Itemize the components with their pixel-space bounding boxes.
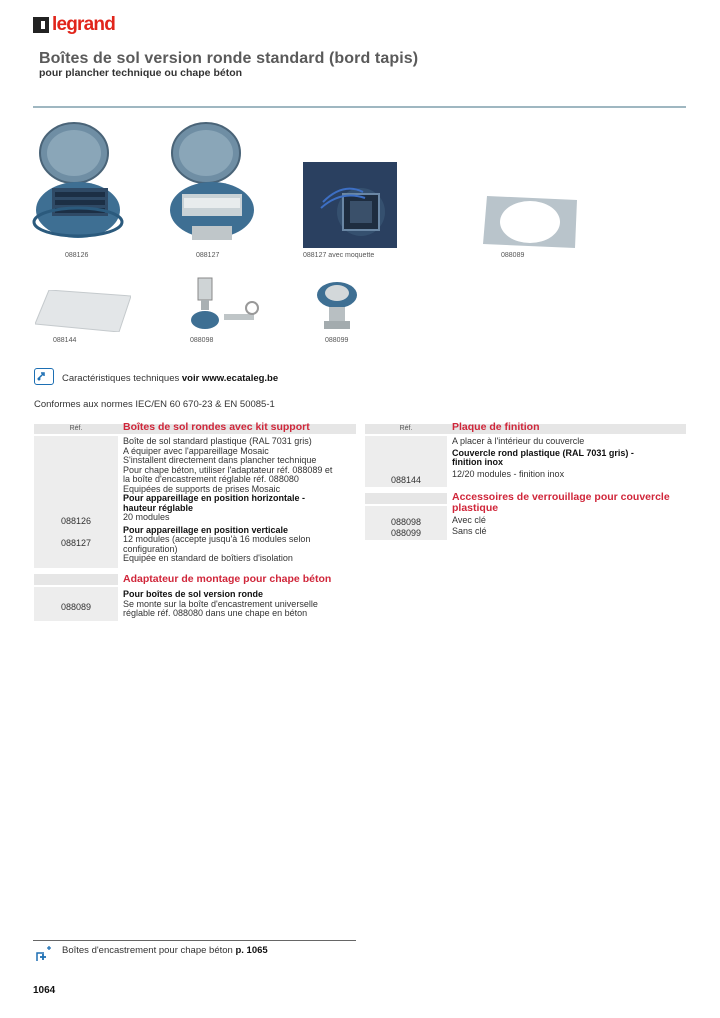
ref-column-header: Réf.	[399, 425, 413, 432]
page-title: Boîtes de sol version ronde standard (bord tapis)	[39, 50, 419, 67]
product-image-088144	[35, 290, 131, 332]
ecataleg-link[interactable]: voir www.ecataleg.be	[181, 373, 279, 384]
technical-info-text: Caractéristiques techniques voir www.ecataleg.be	[62, 373, 279, 384]
section-title: plastique	[452, 502, 499, 514]
product-label: 088127	[196, 252, 220, 259]
product-label: 088099	[325, 337, 349, 344]
body-line: Boîte de sol standard plastique (RAL 7031 gris)	[123, 436, 312, 446]
section-body	[452, 437, 634, 479]
product-image-088126	[30, 118, 128, 248]
body-line: A équiper avec l'appareillage Mosaic	[123, 445, 269, 456]
ref-cell: 088144	[390, 475, 422, 485]
product-label: 088098	[190, 337, 214, 344]
ref-cell: 088126	[60, 516, 92, 526]
section-title: Boîtes de sol rondes avec kit support	[123, 421, 310, 433]
page-number: 1064	[33, 985, 56, 996]
body-line: Equipée en standard de boîtiers d'isolation	[123, 553, 293, 563]
body-line: réglable réf. 088080 dans une chape en béton	[123, 608, 308, 618]
section-body	[452, 515, 487, 537]
logo-mark-icon	[33, 17, 49, 33]
subheading: finition inox	[452, 457, 503, 467]
subheading: Couvercle rond plastique (RAL 7031 gris) -	[452, 447, 634, 458]
norms-text: Conformes aux normes IEC/EN 60 670-23 & EN 50085-1	[34, 399, 275, 410]
ref-column-header: Réf.	[69, 425, 83, 432]
body-line: 20 modules	[123, 512, 170, 522]
table-header-bar	[34, 574, 118, 585]
body-line: configuration)	[123, 543, 178, 554]
ref-cell: 088099	[390, 528, 422, 538]
body-line: la boîte d'encastrement réglable réf. 088080	[123, 474, 299, 484]
section-title: Adaptateur de montage pour chape béton	[123, 573, 332, 585]
ref-cell: 088127	[60, 538, 92, 548]
product-image-088089	[483, 196, 579, 248]
body-line: 12/20 modules - finition inox	[452, 468, 565, 479]
body-line: A placer à l'intérieur du couvercle	[452, 436, 585, 446]
product-label: 088144	[53, 337, 77, 344]
body-line: Pour chape béton, utiliser l'adaptateur réf. 088089 et	[123, 464, 333, 475]
logo-text: legrand	[52, 14, 116, 35]
product-label: 088126	[65, 252, 89, 259]
brand-logo	[33, 14, 115, 36]
subheading: Pour appareillage en position horizontale -	[123, 493, 306, 503]
see-also-icon	[34, 944, 54, 964]
product-image-088098	[180, 276, 260, 334]
ref-column	[34, 436, 118, 568]
subheading: Pour boîtes de sol version ronde	[123, 589, 264, 599]
section-title: Plaque de finition	[452, 421, 540, 433]
table-header-bar	[365, 493, 447, 504]
body-line: S'installent directement dans plancher technique	[123, 455, 317, 465]
subheading: Pour appareillage en position verticale	[123, 524, 289, 535]
section-body	[123, 437, 332, 564]
product-image-088127-carpet	[303, 162, 397, 248]
ref-cell: 088098	[390, 517, 422, 527]
technical-info-icon	[34, 368, 54, 385]
see-also-text: Boîtes d'encastrement pour chape béton p. 1065	[62, 945, 268, 956]
footer-divider	[33, 940, 356, 941]
section-body	[123, 590, 318, 619]
body-line: 12 modules (accepte jusqu'à 16 modules selon	[123, 534, 311, 544]
body-line: Sans clé	[452, 526, 487, 536]
product-label: 088127 avec moquette	[303, 252, 375, 259]
body-line: Se monte sur la boîte d'encastrement universelle	[123, 598, 318, 609]
section-title: Accessoires de verrouillage pour couvercle	[452, 491, 670, 503]
body-line: Equipées de supports de prises Mosaic	[123, 483, 281, 494]
page-reference-link[interactable]: p. 1065	[235, 945, 268, 956]
ref-cell: 088089	[60, 602, 92, 612]
header-divider	[33, 106, 686, 108]
page-subtitle: pour plancher technique ou chape béton	[39, 67, 243, 79]
product-image-088127	[162, 118, 260, 248]
product-image-088099	[312, 279, 362, 334]
body-line: Avec clé	[452, 515, 486, 525]
product-label: 088089	[501, 252, 525, 259]
subheading: hauteur réglable	[123, 502, 194, 513]
